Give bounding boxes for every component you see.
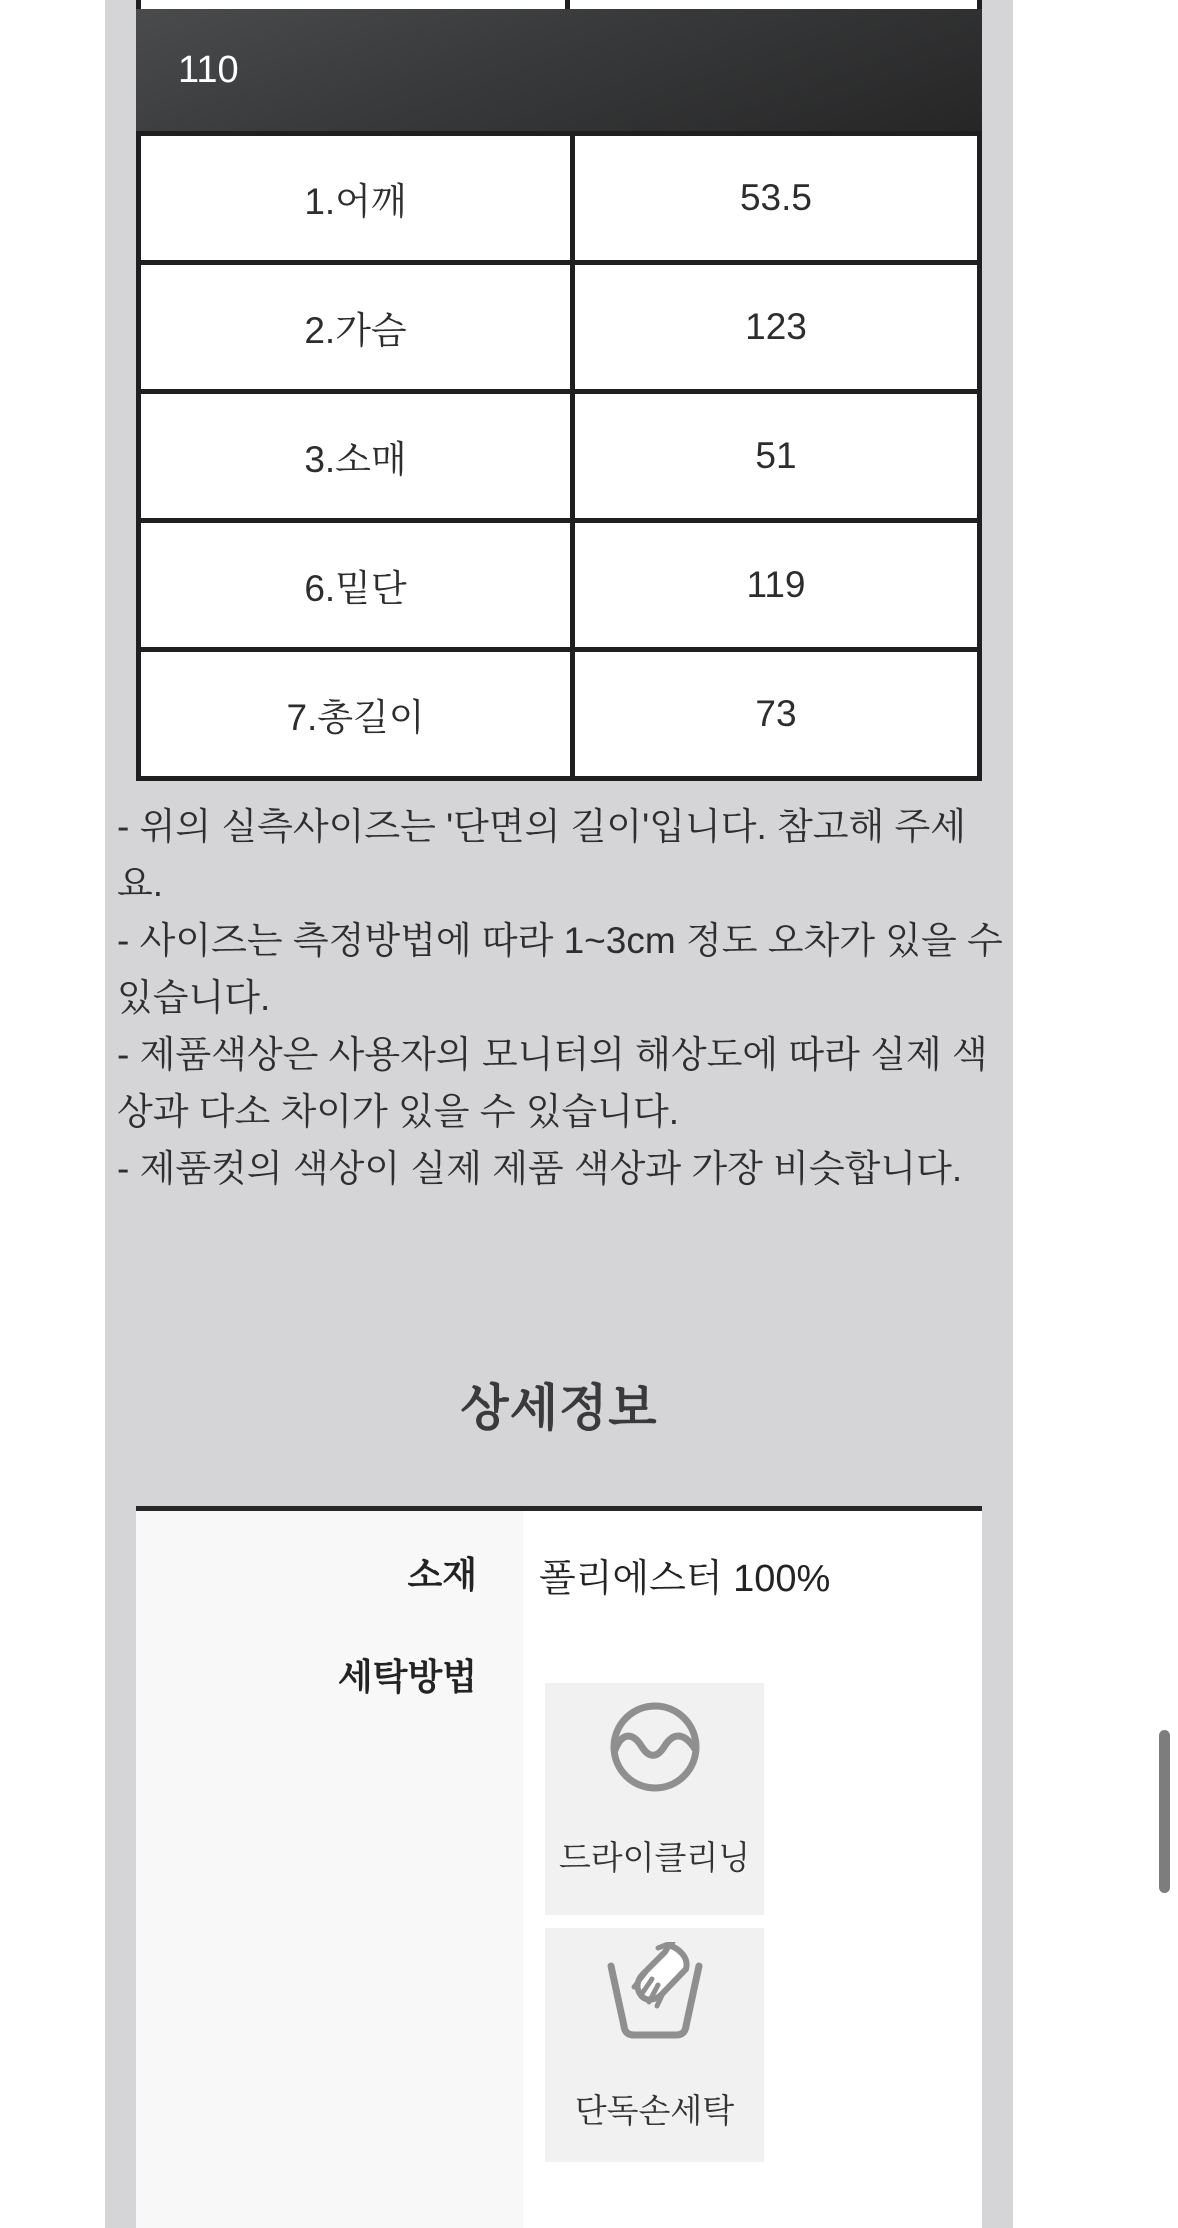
measure-value: 123 <box>573 263 980 392</box>
size-header-bar <box>136 9 982 131</box>
material-value: 폴리에스터 100% <box>539 1558 831 1600</box>
care-caption: 단독손세탁 <box>574 2092 735 2129</box>
care-instruction-hand-wash <box>545 1928 764 2162</box>
table-row <box>139 521 980 650</box>
dry-cleaning-icon <box>605 1697 705 1802</box>
size-notes <box>117 798 1013 1197</box>
care-instruction-dry-cleaning <box>545 1683 764 1915</box>
wash-method-label: 세탁방법 <box>337 1656 477 1697</box>
note-line: 요. <box>117 863 164 904</box>
hand-wash-icon <box>599 1942 711 2055</box>
detail-value-column <box>523 1511 982 2228</box>
measure-value: 119 <box>573 521 980 650</box>
size-measurement-grid <box>136 131 982 781</box>
vertical-scrollbar-thumb[interactable] <box>1159 1730 1170 1893</box>
detail-info-table <box>136 1506 982 2228</box>
detail-header-column <box>136 1511 523 2228</box>
table-row <box>139 263 980 392</box>
note-line: - 제품색상은 사용자의 모니터의 해상도에 따라 실제 색 <box>117 1034 988 1075</box>
note-line: - 사이즈는 측정방법에 따라 1~3cm 정도 오차가 있을 수 <box>117 920 1003 961</box>
measure-value: 51 <box>573 392 980 521</box>
size-table <box>136 0 982 781</box>
note-line: - 제품컷의 색상이 실제 제품 색상과 가장 비슷합니다. <box>117 1148 963 1189</box>
measure-label: 3.소매 <box>139 392 573 521</box>
previous-row-edge <box>136 0 982 9</box>
measure-label: 6.밑단 <box>139 521 573 650</box>
measure-label: 7.총길이 <box>139 650 573 779</box>
care-caption: 드라이클리닝 <box>558 1839 751 1876</box>
previous-row-divider <box>565 0 570 9</box>
section-title: 상세정보 <box>460 1380 658 1436</box>
table-row <box>139 134 980 263</box>
note-line: 있습니다. <box>117 977 271 1018</box>
size-header-label: 110 <box>178 48 239 91</box>
measure-value: 53.5 <box>573 134 980 263</box>
measure-label: 1.어깨 <box>139 134 573 263</box>
material-label: 소재 <box>407 1554 477 1595</box>
table-row <box>139 392 980 521</box>
table-row <box>139 650 980 779</box>
note-line: - 위의 실측사이즈는 '단면의 길이'입니다. 참고해 주세 <box>117 806 966 847</box>
measure-label: 2.가슴 <box>139 263 573 392</box>
note-line: 상과 다소 차이가 있을 수 있습니다. <box>117 1091 680 1132</box>
measure-value: 73 <box>573 650 980 779</box>
